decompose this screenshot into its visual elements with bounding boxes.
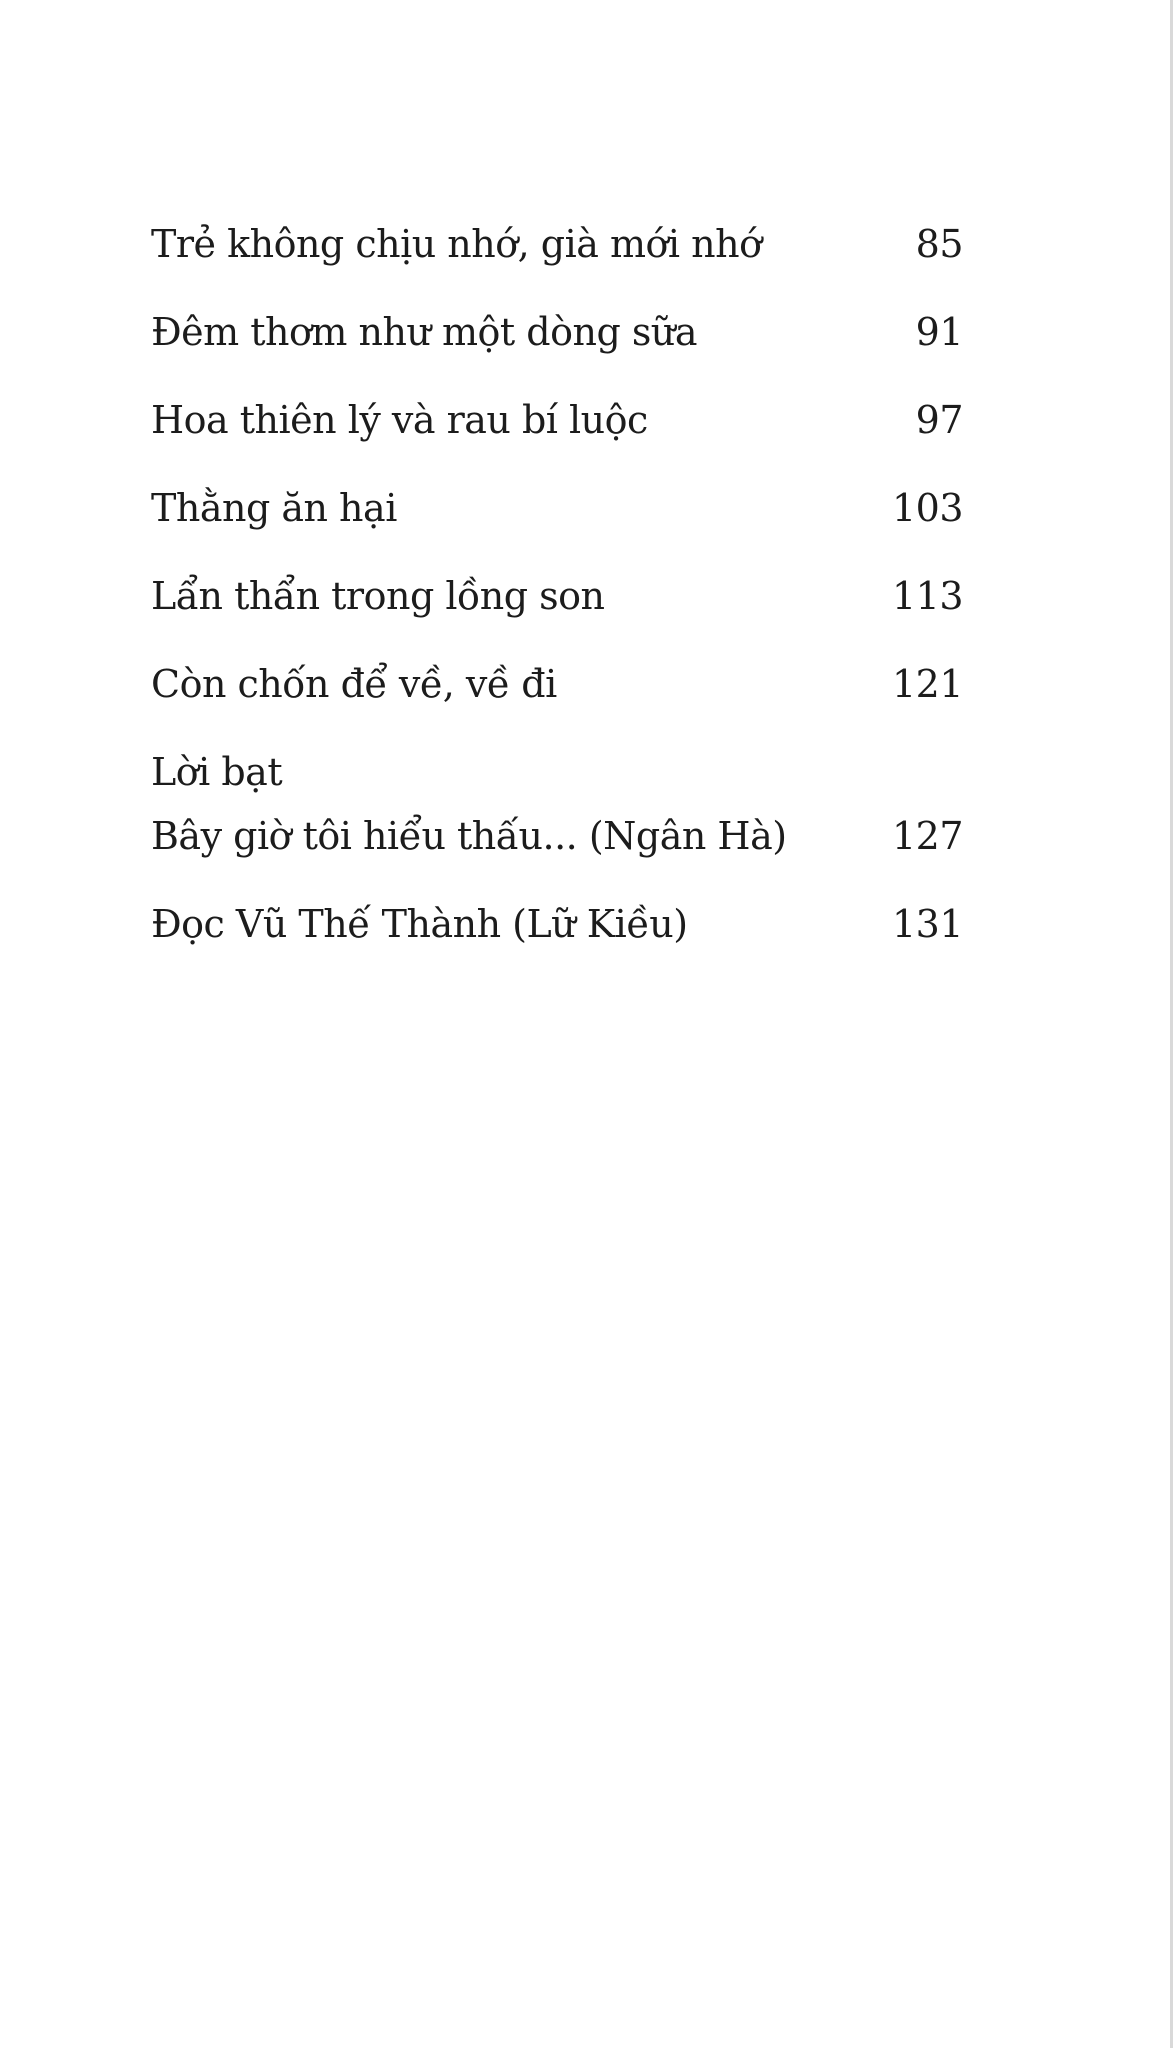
toc-entry [151, 652, 963, 740]
toc-entry [151, 212, 963, 300]
afterword-heading-row [151, 740, 963, 804]
toc-entry [151, 476, 963, 564]
afterword-heading: Lời bạt [151, 750, 283, 794]
toc-entry-title: Bây giờ tôi hiểu thấu... (Ngân Hà) [151, 814, 787, 858]
toc-entry-title: Còn chốn để về, về đi [151, 662, 557, 706]
toc-entry-page: 91 [915, 310, 963, 354]
toc-entry-page: 103 [891, 486, 963, 530]
toc-entry-title: Đọc Vũ Thế Thành (Lữ Kiều) [151, 902, 688, 946]
table-of-contents [151, 212, 963, 980]
toc-entry-page: 85 [915, 222, 963, 266]
toc-entry [151, 892, 963, 980]
toc-entry-page: 97 [915, 398, 963, 442]
toc-entry [151, 564, 963, 652]
toc-entry-title: Trẻ không chịu nhớ, già mới nhớ [151, 222, 762, 266]
toc-entry-page: 131 [891, 902, 963, 946]
toc-entry-title: Đêm thơm như một dòng sữa [151, 310, 697, 354]
toc-entry-title: Thằng ăn hại [151, 486, 397, 530]
toc-entry [151, 804, 963, 892]
toc-entry-page: 121 [891, 662, 963, 706]
toc-entry [151, 300, 963, 388]
toc-entry-page: 113 [891, 574, 963, 618]
toc-entry-page: 127 [891, 814, 963, 858]
toc-entry [151, 388, 963, 476]
toc-entry-title: Lẩn thẩn trong lồng son [151, 574, 605, 618]
toc-entry-title: Hoa thiên lý và rau bí luộc [151, 398, 648, 442]
